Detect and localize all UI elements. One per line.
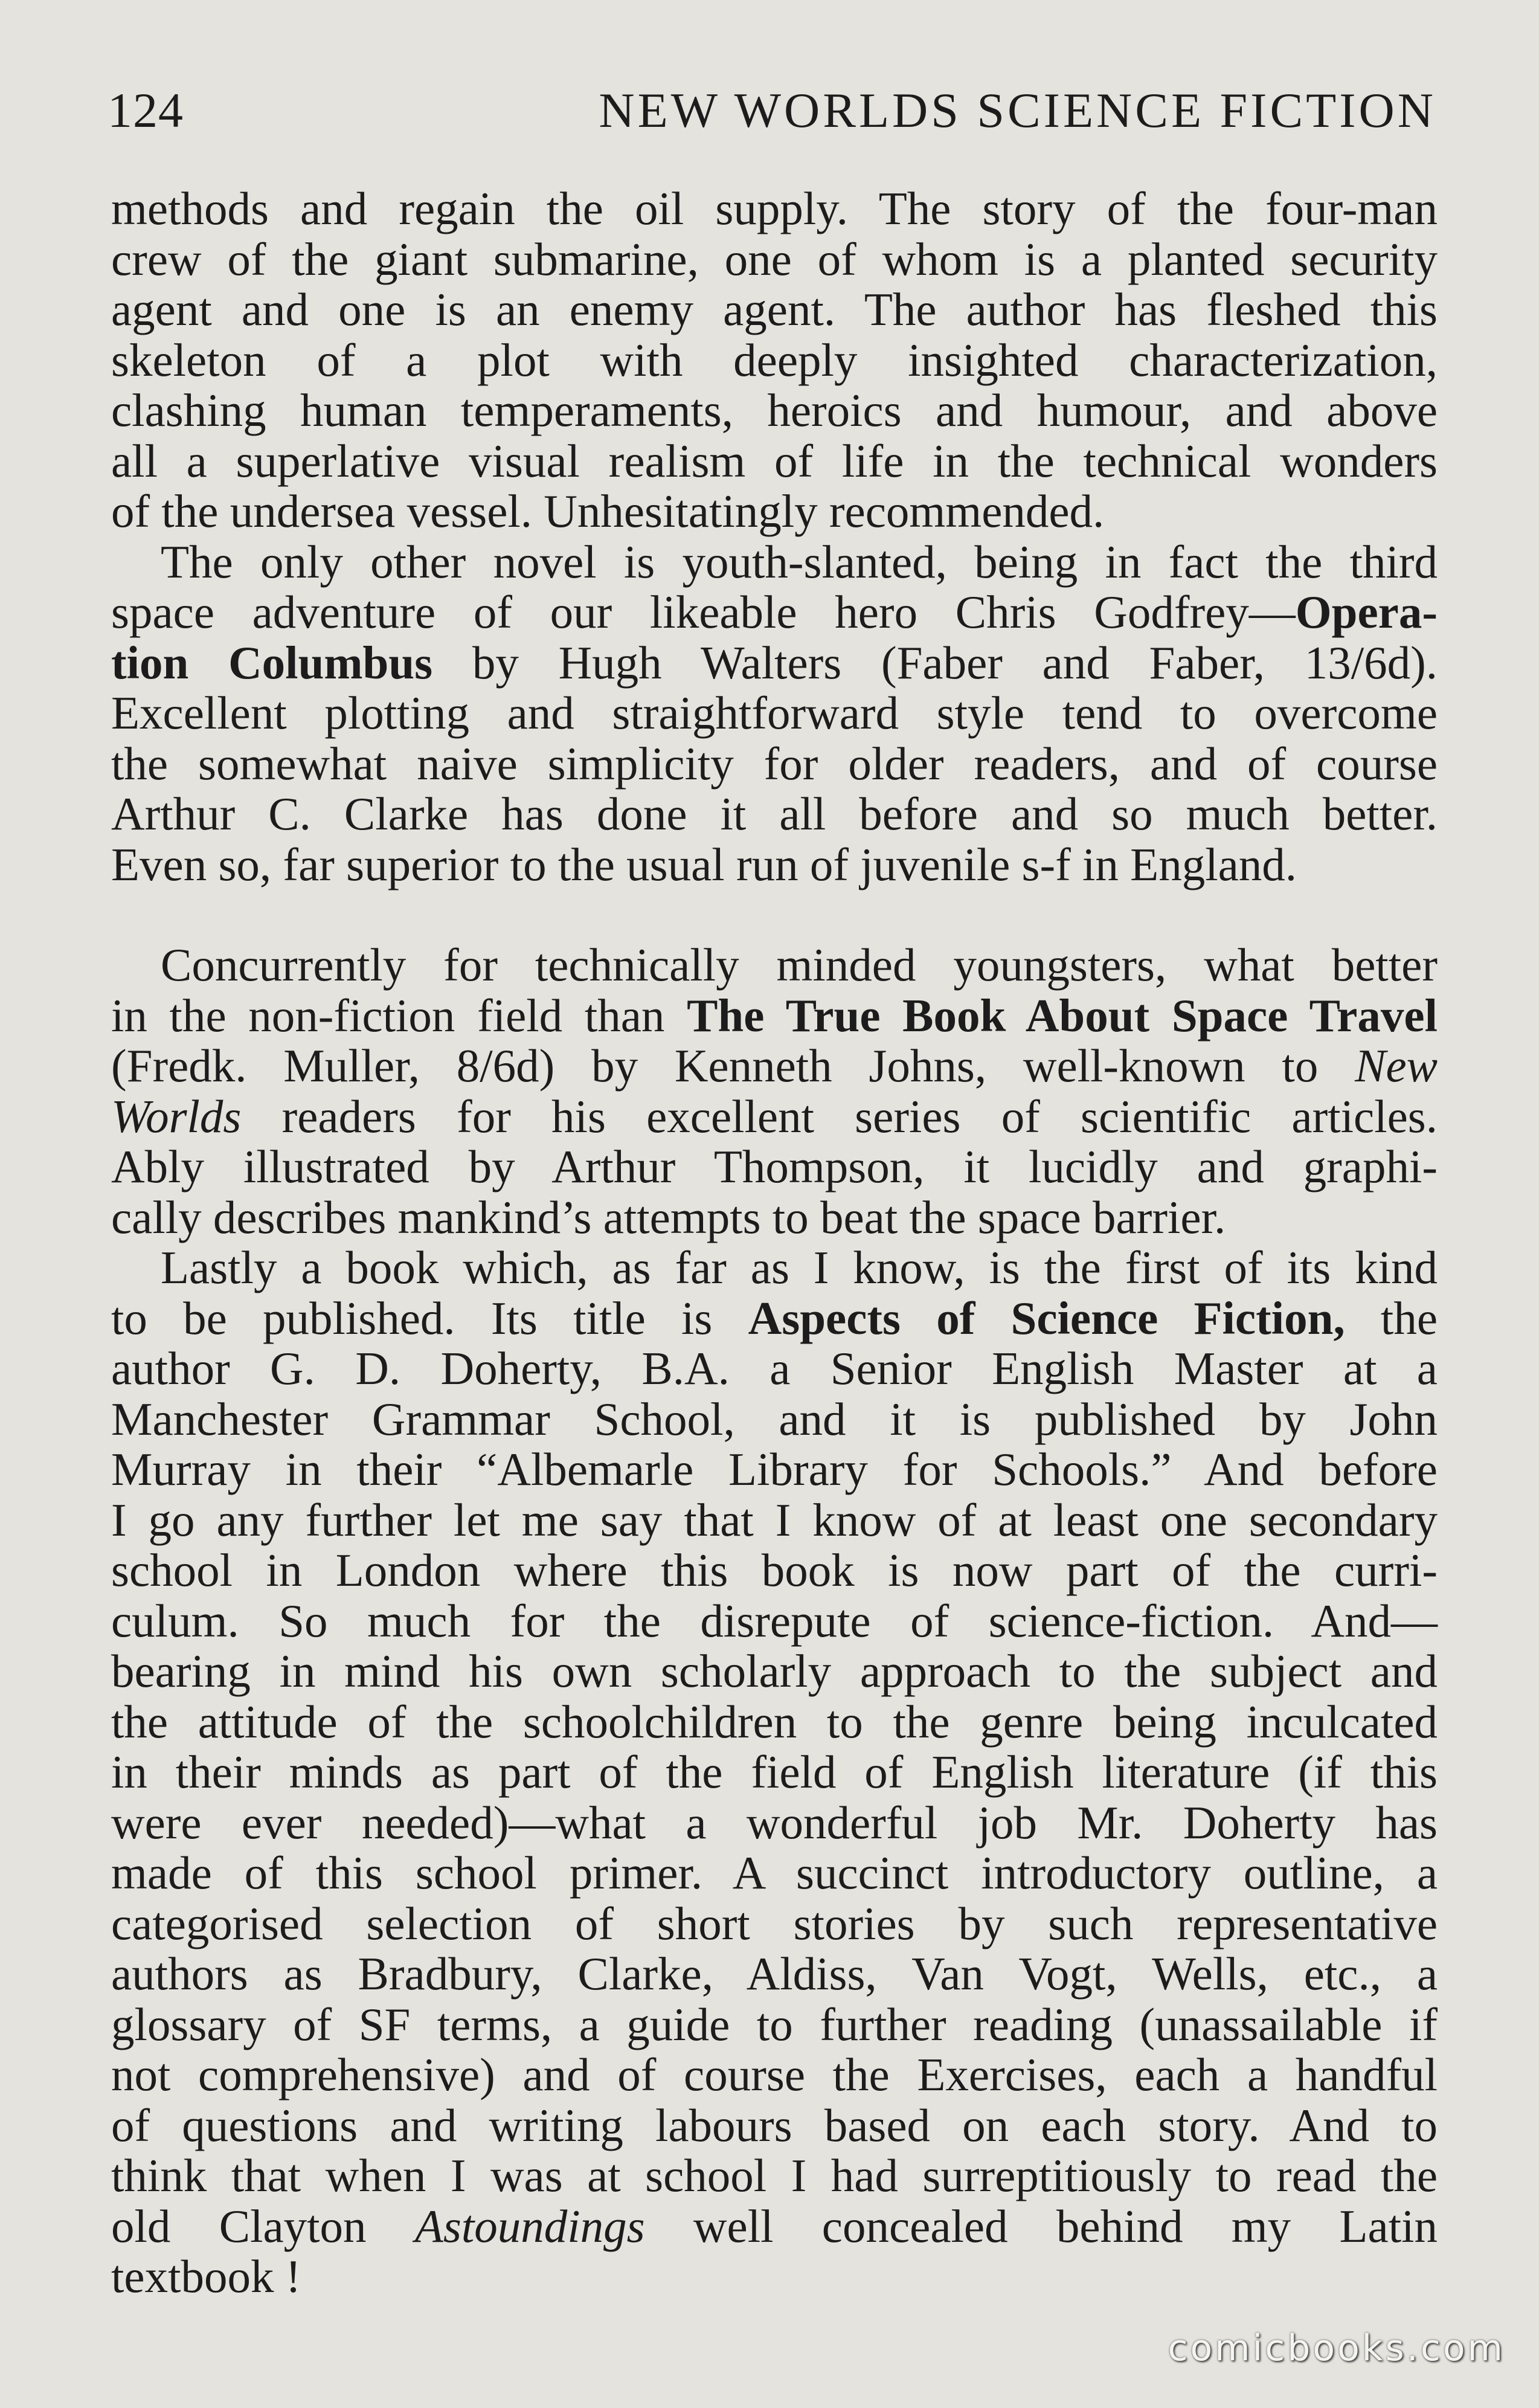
text-line: think that when I was at school I had surreptitiously to read the: [111, 2149, 1438, 2201]
text-line: textbook !: [111, 2250, 301, 2302]
text-line: methods and regain the oil supply. The story of the four-man: [111, 182, 1438, 234]
text-line: glossary of SF terms, a guide to further reading (unassailable if: [111, 1998, 1438, 2050]
text-line: Murray in their “Albemarle Library for Schools.” And before: [111, 1443, 1438, 1495]
running-title: NEW WORLDS SCIENCE FICTION: [599, 83, 1436, 138]
watermark-logo: comicbooks.com: [1168, 2327, 1505, 2369]
text-line: I go any further let me say that I know of at least one secondary: [111, 1493, 1438, 1546]
text-line: Ably illustrated by Arthur Thompson, it lucidly and graphi-: [111, 1141, 1438, 1193]
text-line: author G. D. Doherty, B.A. a Senior English Master at a: [111, 1342, 1438, 1394]
text-line: Concurrently for technically minded youngsters, what better: [161, 939, 1438, 991]
page-number: 124: [108, 83, 184, 138]
text-line: of questions and writing labours based on each story. And to: [111, 2099, 1438, 2151]
text-line: school in London where this book is now part of the curri-: [111, 1544, 1438, 1596]
text-line: crew of the giant submarine, one of whom is a planted security: [111, 233, 1438, 285]
book-title: Aspects of Science Fiction,: [748, 1292, 1345, 1344]
text-line: not comprehensive) and of course the Exercises, each a handful: [111, 2049, 1438, 2101]
text-line: Manchester Grammar School, and it is published by John: [111, 1392, 1438, 1445]
text-line: cally describes mankind’s attempts to beat the space barrier.: [111, 1191, 1226, 1243]
magazine-title: Worlds: [111, 1090, 242, 1142]
text-line: bearing in mind his own scholarly approach to the subject and: [111, 1645, 1438, 1697]
text-line: of the undersea vessel. Unhesitatingly recommended.: [111, 485, 1105, 537]
text-line: the somewhat naive simplicity for older readers, and of course: [111, 737, 1438, 790]
text-line: skeleton of a plot with deeply insighted characterization,: [111, 333, 1438, 386]
page-header: [108, 77, 1436, 144]
text-line: were ever needed)—what a wonderful job Mr. Doherty has: [111, 1796, 1438, 1849]
text-line: all a superlative visual realism of life in the technical wonders: [111, 434, 1438, 487]
text-line: the attitude of the schoolchildren to the genre being inculcated: [111, 1695, 1438, 1748]
body-text: [111, 184, 1438, 2302]
text-line: Arthur C. Clarke has done it all before and so much better.: [111, 788, 1438, 840]
text-line: to be published. Its title is Aspects of Science Fiction, the: [111, 1292, 1438, 1344]
book-title: The True Book About Space Travel: [687, 989, 1438, 1041]
text-line: made of this school primer. A succinct introductory outline, a: [111, 1847, 1438, 1899]
magazine-title: Astoundings: [414, 2200, 645, 2252]
text-line: The only other novel is youth-slanted, being in fact the third: [161, 535, 1438, 588]
text-line: space adventure of our likeable hero Chris Godfrey—Opera-: [111, 586, 1438, 638]
text-line: agent and one is an enemy agent. The author has fleshed this: [111, 283, 1438, 335]
text-line: old Clayton Astoundings well concealed behind my Latin: [111, 2200, 1438, 2252]
text-line: Worlds readers for his excellent series of scientific articles.: [111, 1090, 1438, 1142]
book-title: tion Columbus: [111, 636, 433, 689]
text-line: tion Columbus by Hugh Walters (Faber and Faber, 13/6d).: [111, 636, 1438, 689]
text-line: in their minds as part of the field of English literature (if this: [111, 1746, 1438, 1798]
text-line: Even so, far superior to the usual run of juvenile s-f in England.: [111, 838, 1297, 890]
text-line: clashing human temperaments, heroics and humour, and above: [111, 384, 1438, 436]
book-title: Opera-: [1295, 586, 1438, 638]
text-line: (Fredk. Muller, 8/6d) by Kenneth Johns, well-known to New: [111, 1040, 1438, 1092]
section-gap: [111, 890, 1438, 940]
text-line: authors as Bradbury, Clarke, Aldiss, Van Vogt, Wells, etc., a: [111, 1948, 1438, 2000]
magazine-title: New: [1355, 1040, 1438, 1092]
text-line: in the non-fiction field than The True Book About Space Travel: [111, 989, 1438, 1041]
text-line: culum. So much for the disrepute of science-fiction. And—: [111, 1594, 1438, 1647]
text-line: Excellent plotting and straightforward style tend to overcome: [111, 687, 1438, 739]
text-line: categorised selection of short stories by such representative: [111, 1897, 1438, 1949]
text-line: Lastly a book which, as far as I know, is the first of its kind: [161, 1241, 1438, 1293]
